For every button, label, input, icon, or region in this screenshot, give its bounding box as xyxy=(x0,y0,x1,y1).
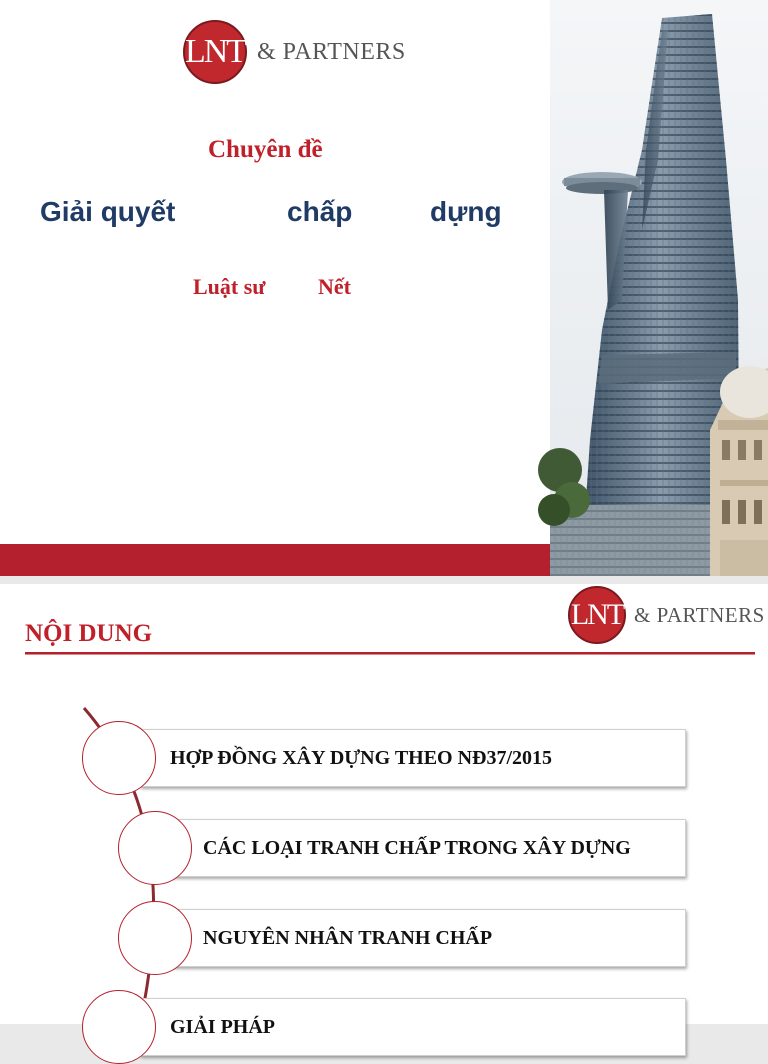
cover-subject: Chuyên đề xyxy=(208,136,323,163)
logo-text: & PARTNERS xyxy=(634,602,765,627)
cover-title xyxy=(40,196,540,236)
tower-photo xyxy=(550,0,768,576)
bullet-circle xyxy=(82,990,156,1064)
logo-text: & PARTNERS xyxy=(257,38,406,65)
contents-item-label: HỢP ĐỒNG XÂY DỰNG THEO NĐ37/2015 xyxy=(170,746,553,769)
bullet-circle xyxy=(82,721,156,795)
contents-item-label: NGUYÊN NHÂN TRANH CHẤP xyxy=(203,926,493,949)
bullet-circle xyxy=(118,901,192,975)
tower-illustration xyxy=(550,0,768,576)
bullet-circle xyxy=(118,811,192,885)
contents-item-label: CÁC LOẠI TRANH CHẤP TRONG XÂY DỰNG xyxy=(203,836,631,859)
contents-item-label: GIẢI PHÁP xyxy=(170,1015,275,1038)
logo-mark: LNT xyxy=(568,586,626,644)
presenter-word: Luật sư xyxy=(193,274,266,299)
company-logo xyxy=(183,20,406,84)
contents-slide xyxy=(0,584,768,1038)
cover-presenter xyxy=(193,274,393,308)
cover-title-word: Giải quyết xyxy=(40,196,176,227)
cover-accent-band xyxy=(0,544,552,576)
cover-title-word: dựng xyxy=(430,196,502,227)
section-title: NỘI DUNG xyxy=(25,620,153,647)
presenter-word: Nết xyxy=(318,274,351,299)
logo-mark: LNT xyxy=(183,20,247,84)
cover-title-word: chấp xyxy=(287,196,353,227)
